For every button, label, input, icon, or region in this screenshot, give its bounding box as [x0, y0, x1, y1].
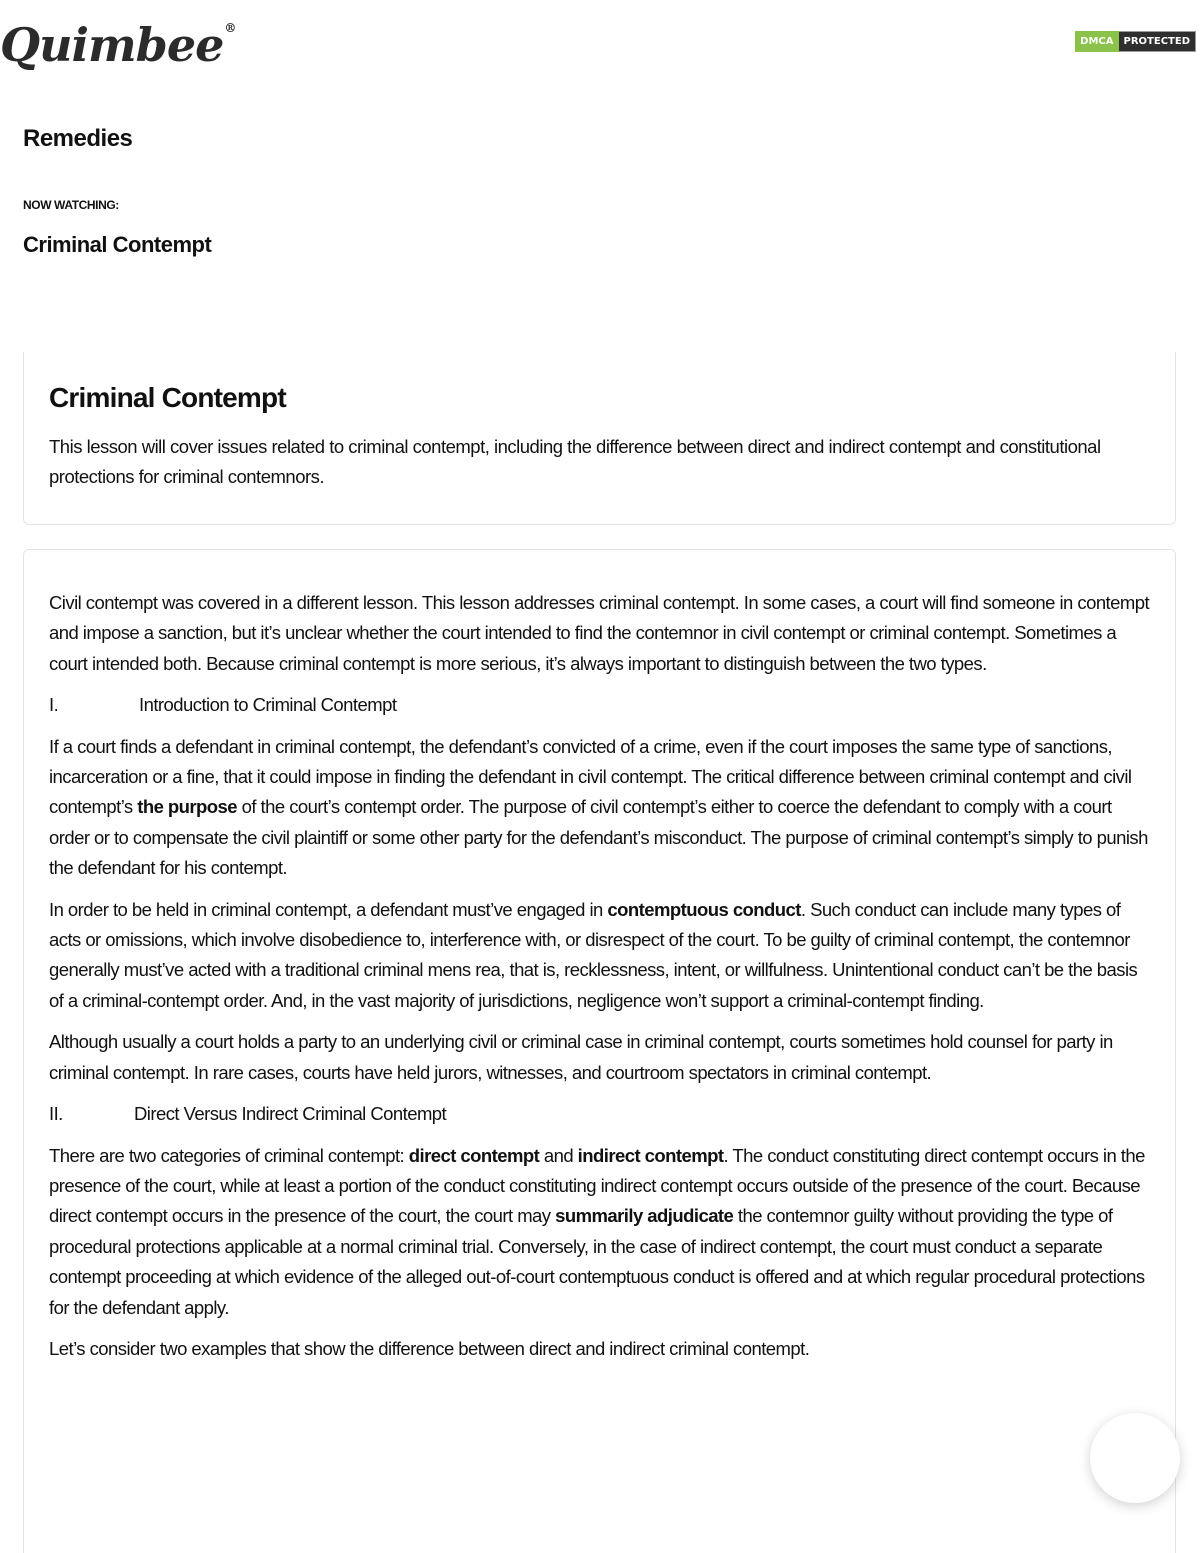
registered-mark: ® [224, 21, 236, 35]
summary-title: Criminal Contempt [49, 382, 286, 413]
floating-action-button[interactable] [1090, 1413, 1180, 1503]
now-watching-label: NOW WATCHING: [23, 198, 119, 212]
lesson-outline-card [23, 549, 1176, 1553]
dmca-protected-badge[interactable] [1075, 31, 1196, 52]
quimbee-logo[interactable] [0, 18, 236, 72]
now-watching-title: Criminal Contempt [23, 232, 212, 257]
bold-term: the purpose [137, 796, 238, 818]
dmca-label: DMCA [1075, 31, 1118, 52]
text-run: . The conduct constituting direct contempt occurs in the presence of the court, while at least a portion of the conduct constituting indirect contempt occurs outside of the presence of the court. Because direct contempt occurs in the presence of the court, the court may [49, 1144, 1145, 1227]
outline-paragraph [49, 895, 1155, 1017]
summary-text: This lesson will cover issues related to criminal contempt, including the difference between direct and indirect contempt and constitutional protections for criminal contemnors. [49, 436, 1101, 487]
bold-term: direct contempt [408, 1144, 540, 1166]
section-number: II. [49, 1103, 63, 1125]
section-number: I. [49, 694, 59, 716]
text-run: In order to be held in criminal contempt, a defendant must’ve engaged in [49, 898, 608, 920]
logo-text: Quimbee [0, 18, 224, 72]
section-heading-1 [49, 690, 1155, 720]
lesson-summary-card [23, 352, 1176, 525]
outline-paragraph: Let’s consider two examples that show the difference between direct and indirect criminal contempt. [49, 1337, 810, 1359]
bold-term: contemptuous conduct [607, 898, 801, 920]
text-run: If a court finds a defendant in criminal contempt, the defendant’s convicted of a crime, even if the court imposes the same type of sanctions, incarceration or a fine, that it could impose in finding the defendant in civil contempt. The critical difference between criminal contempt and civil contempt’s [49, 735, 1132, 818]
protected-label: PROTECTED [1119, 31, 1196, 52]
text-run: the contemnor guilty without providing the type of procedural protections applicable at a normal criminal trial. Conversely, in the case of indirect contempt, the court must conduct a separate contempt proceeding at which evidence of the alleged out-of-court contemptuous conduct is offered and at which regular procedural protections for the defendant apply. [49, 1205, 1145, 1318]
section-heading-text: Introduction to Criminal Contempt [139, 694, 397, 716]
section-heading-text: Direct Versus Indirect Criminal Contempt [134, 1103, 447, 1125]
section-heading-2 [49, 1099, 1155, 1129]
bold-term: summarily adjudicate [555, 1205, 734, 1227]
text-run: . Such conduct can include many types of acts or omissions, which involve disobedience to, interference with, or disrespect of the court. To be guilty of criminal contempt, the contemnor generally must’ve acted with a traditional criminal mens rea, that is, recklessness, intent, or willfulness. Unintentional conduct can’t be the basis of a criminal-contempt order. And, in the vast majority of jurisdictions, negligence won’t support a criminal-contempt finding. [49, 898, 1138, 1011]
outline-paragraph [49, 1141, 1155, 1323]
course-title: Remedies [23, 125, 133, 152]
text-run: There are two categories of criminal contempt: [49, 1144, 409, 1166]
outline-paragraph: Although usually a court holds a party to an underlying civil or criminal case in criminal contempt, courts sometimes hold counsel for party in criminal contempt. In rare cases, courts have held jurors, witnesses, and courtroom spectators in criminal contempt. [49, 1031, 1113, 1083]
outline-paragraph [49, 732, 1155, 884]
text-run: and [539, 1144, 578, 1166]
text-run: of the court’s contempt order. The purpose of civil contempt’s either to coerce the defendant to comply with a court order or to compensate the civil plaintiff or some other party for the defendant’s misconduct. The purpose of criminal contempt’s simply to punish the defendant for his contempt. [49, 796, 1148, 879]
outline-paragraph: Civil contempt was covered in a different lesson. This lesson addresses criminal contempt. In some cases, a court will find someone in contempt and impose a sanction, but it’s unclear whether the court intended to find the contemnor in civil contempt or criminal contempt. Sometimes a court intended both. Because criminal contempt is more serious, it’s always important to distinguish between the two types. [49, 592, 1150, 674]
bold-term: indirect contempt [577, 1144, 724, 1166]
